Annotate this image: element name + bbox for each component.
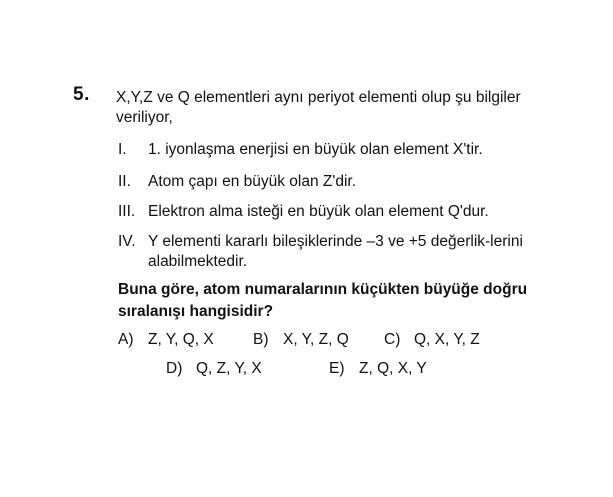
choice-text: Z, Q, X, Y xyxy=(359,360,427,377)
choice-letter: E) xyxy=(329,360,345,377)
choice-letter: B) xyxy=(253,331,269,348)
choice-text: Z, Y, Q, X xyxy=(148,331,214,348)
statement-text: 1. iyonlaşma enerjisi en büyük olan element X'tir. xyxy=(148,141,483,158)
choice-b[interactable] xyxy=(253,330,349,350)
choice-text: Q, X, Y, Z xyxy=(414,331,480,348)
statement-numeral: I. xyxy=(118,141,127,158)
statement-text: Elektron alma isteği en büyük olan element Q'dur. xyxy=(148,203,489,220)
choice-e[interactable] xyxy=(329,359,427,379)
question-prompt: Buna göre, atom numaralarının küçükten büyüğe doğru sıralanışı hangisidir? xyxy=(118,281,528,320)
statement-numeral: IV. xyxy=(118,233,136,250)
choice-d[interactable] xyxy=(166,359,262,379)
choice-text: X, Y, Z, Q xyxy=(283,331,349,348)
choice-letter: D) xyxy=(166,360,183,377)
question-stem: X,Y,Z ve Q elementleri aynı periyot elementi olup şu bilgiler veriliyor, xyxy=(116,89,521,126)
statement-text: Y elementi kararlı bileşiklerinde –3 ve +5 değerlik-lerini alabilmektedir. xyxy=(148,233,523,270)
statement-numeral: II. xyxy=(118,173,131,190)
choice-a[interactable] xyxy=(118,330,214,350)
choice-c[interactable] xyxy=(384,330,480,350)
statement-text: Atom çapı en büyük olan Z'dir. xyxy=(148,173,357,190)
choice-letter: A) xyxy=(118,331,134,348)
choice-text: Q, Z, Y, X xyxy=(196,360,262,377)
choice-letter: C) xyxy=(384,331,401,348)
statement-numeral: III. xyxy=(118,203,136,220)
question-number: 5. xyxy=(73,84,90,105)
